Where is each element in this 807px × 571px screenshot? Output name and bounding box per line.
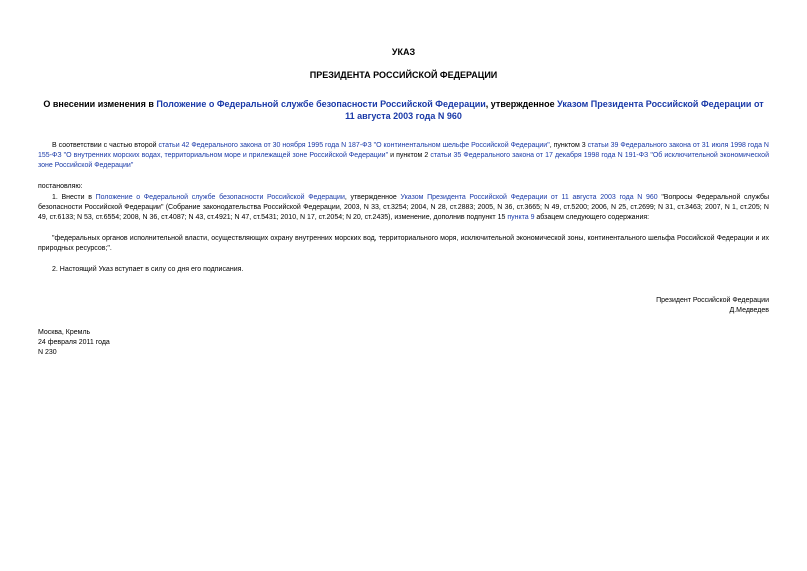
quoted-amendment: "федеральных органов исполнительной власти, осуществляющих охрану внутренних морских вод, территориального моря, исключительной экономической зоны, континентального шельфа Российской Федерации и их природных ресурсов;". — [38, 235, 769, 252]
title-link-regulation[interactable]: Положение о Федеральной службе безопасности Российской Федерации — [156, 99, 486, 109]
item1-link-point-9[interactable]: пункта 9 — [507, 214, 535, 221]
preamble-link-law-191[interactable]: статьи 35 Федерального закона от 17 декабря 1998 года N 191-ФЗ "Об исключительной экономической зоне Российской Федерации" — [38, 152, 769, 169]
preamble-text-2: , пунктом 3 — [549, 142, 588, 149]
item1-link-decree-960[interactable]: Указом Президента Российской Федерации от 11 августа 2003 года N 960 — [400, 194, 658, 201]
title-text-1: О внесении изменения в — [43, 99, 157, 109]
item1-text-2: , утвержденное — [344, 194, 401, 201]
signing-date: 24 февраля 2011 года — [38, 339, 110, 346]
preamble-text-3: и пунктом 2 — [388, 152, 431, 159]
decree-number: N 230 — [38, 349, 57, 356]
signing-place: Москва, Кремль — [38, 329, 91, 336]
preamble-paragraph — [38, 141, 769, 171]
item-2-paragraph: 2. Настоящий Указ вступает в силу со дня его подписания. — [52, 266, 244, 273]
item1-text-4: абзацем следующего содержания: — [534, 214, 650, 221]
decree-heading: УКАЗ — [391, 47, 416, 57]
item1-text-1: 1. Внести в — [52, 194, 96, 201]
preamble-link-law-187[interactable]: статьи 42 Федерального закона от 30 ноября 1995 года N 187-ФЗ "О континентальном шельфе Российской Федерации" — [158, 142, 550, 149]
decree-word: постановляю: — [38, 183, 83, 190]
item1-text-3: "Вопросы Федеральной службы безопасности Российской Федерации" (Собрание законодательства Российской Федерации, 2003, N 33, ст.3254; 2004, N 28, ст.2883; 2005, N 36, ст.3665; N 49, ст.5200; 2006, N 25, ст.2699; N 31, ст.3463; 2007, N 1, ст.205; N 49, ст.6133; N 53, ст.6554; 2008, N 36, ст.4087; N 43, ст.4921; N 47, ст.5431; 2010, N 17, ст.2054; N 20, ст.2435), изменение, дополнив подпункт 15 — [38, 194, 769, 221]
title-text-2: , утвержденное — [485, 99, 558, 109]
document-title — [38, 98, 769, 122]
signature-position: Президент Российской Федерации — [656, 297, 769, 304]
preamble-link-law-155[interactable]: статьи 39 Федерального закона от 31 июля 1998 года N 155-ФЗ "О внутренних морских водах, территориальном море и прилежащей зоне Российской Федерации" — [38, 142, 769, 159]
signature-name: Д.Медведев — [729, 307, 769, 314]
item1-link-regulation[interactable]: Положение о Федеральной службе безопасности Российской Федерации — [95, 194, 345, 201]
title-link-decree-960[interactable]: Указом Президента Российской Федерации от 11 августа 2003 года N 960 — [345, 99, 764, 121]
issuer-heading: ПРЕЗИДЕНТА РОССИЙСКОЙ ФЕДЕРАЦИИ — [309, 70, 498, 80]
preamble-text-1: В соответствии с частью второй — [52, 142, 159, 149]
item-1-paragraph — [38, 193, 769, 223]
